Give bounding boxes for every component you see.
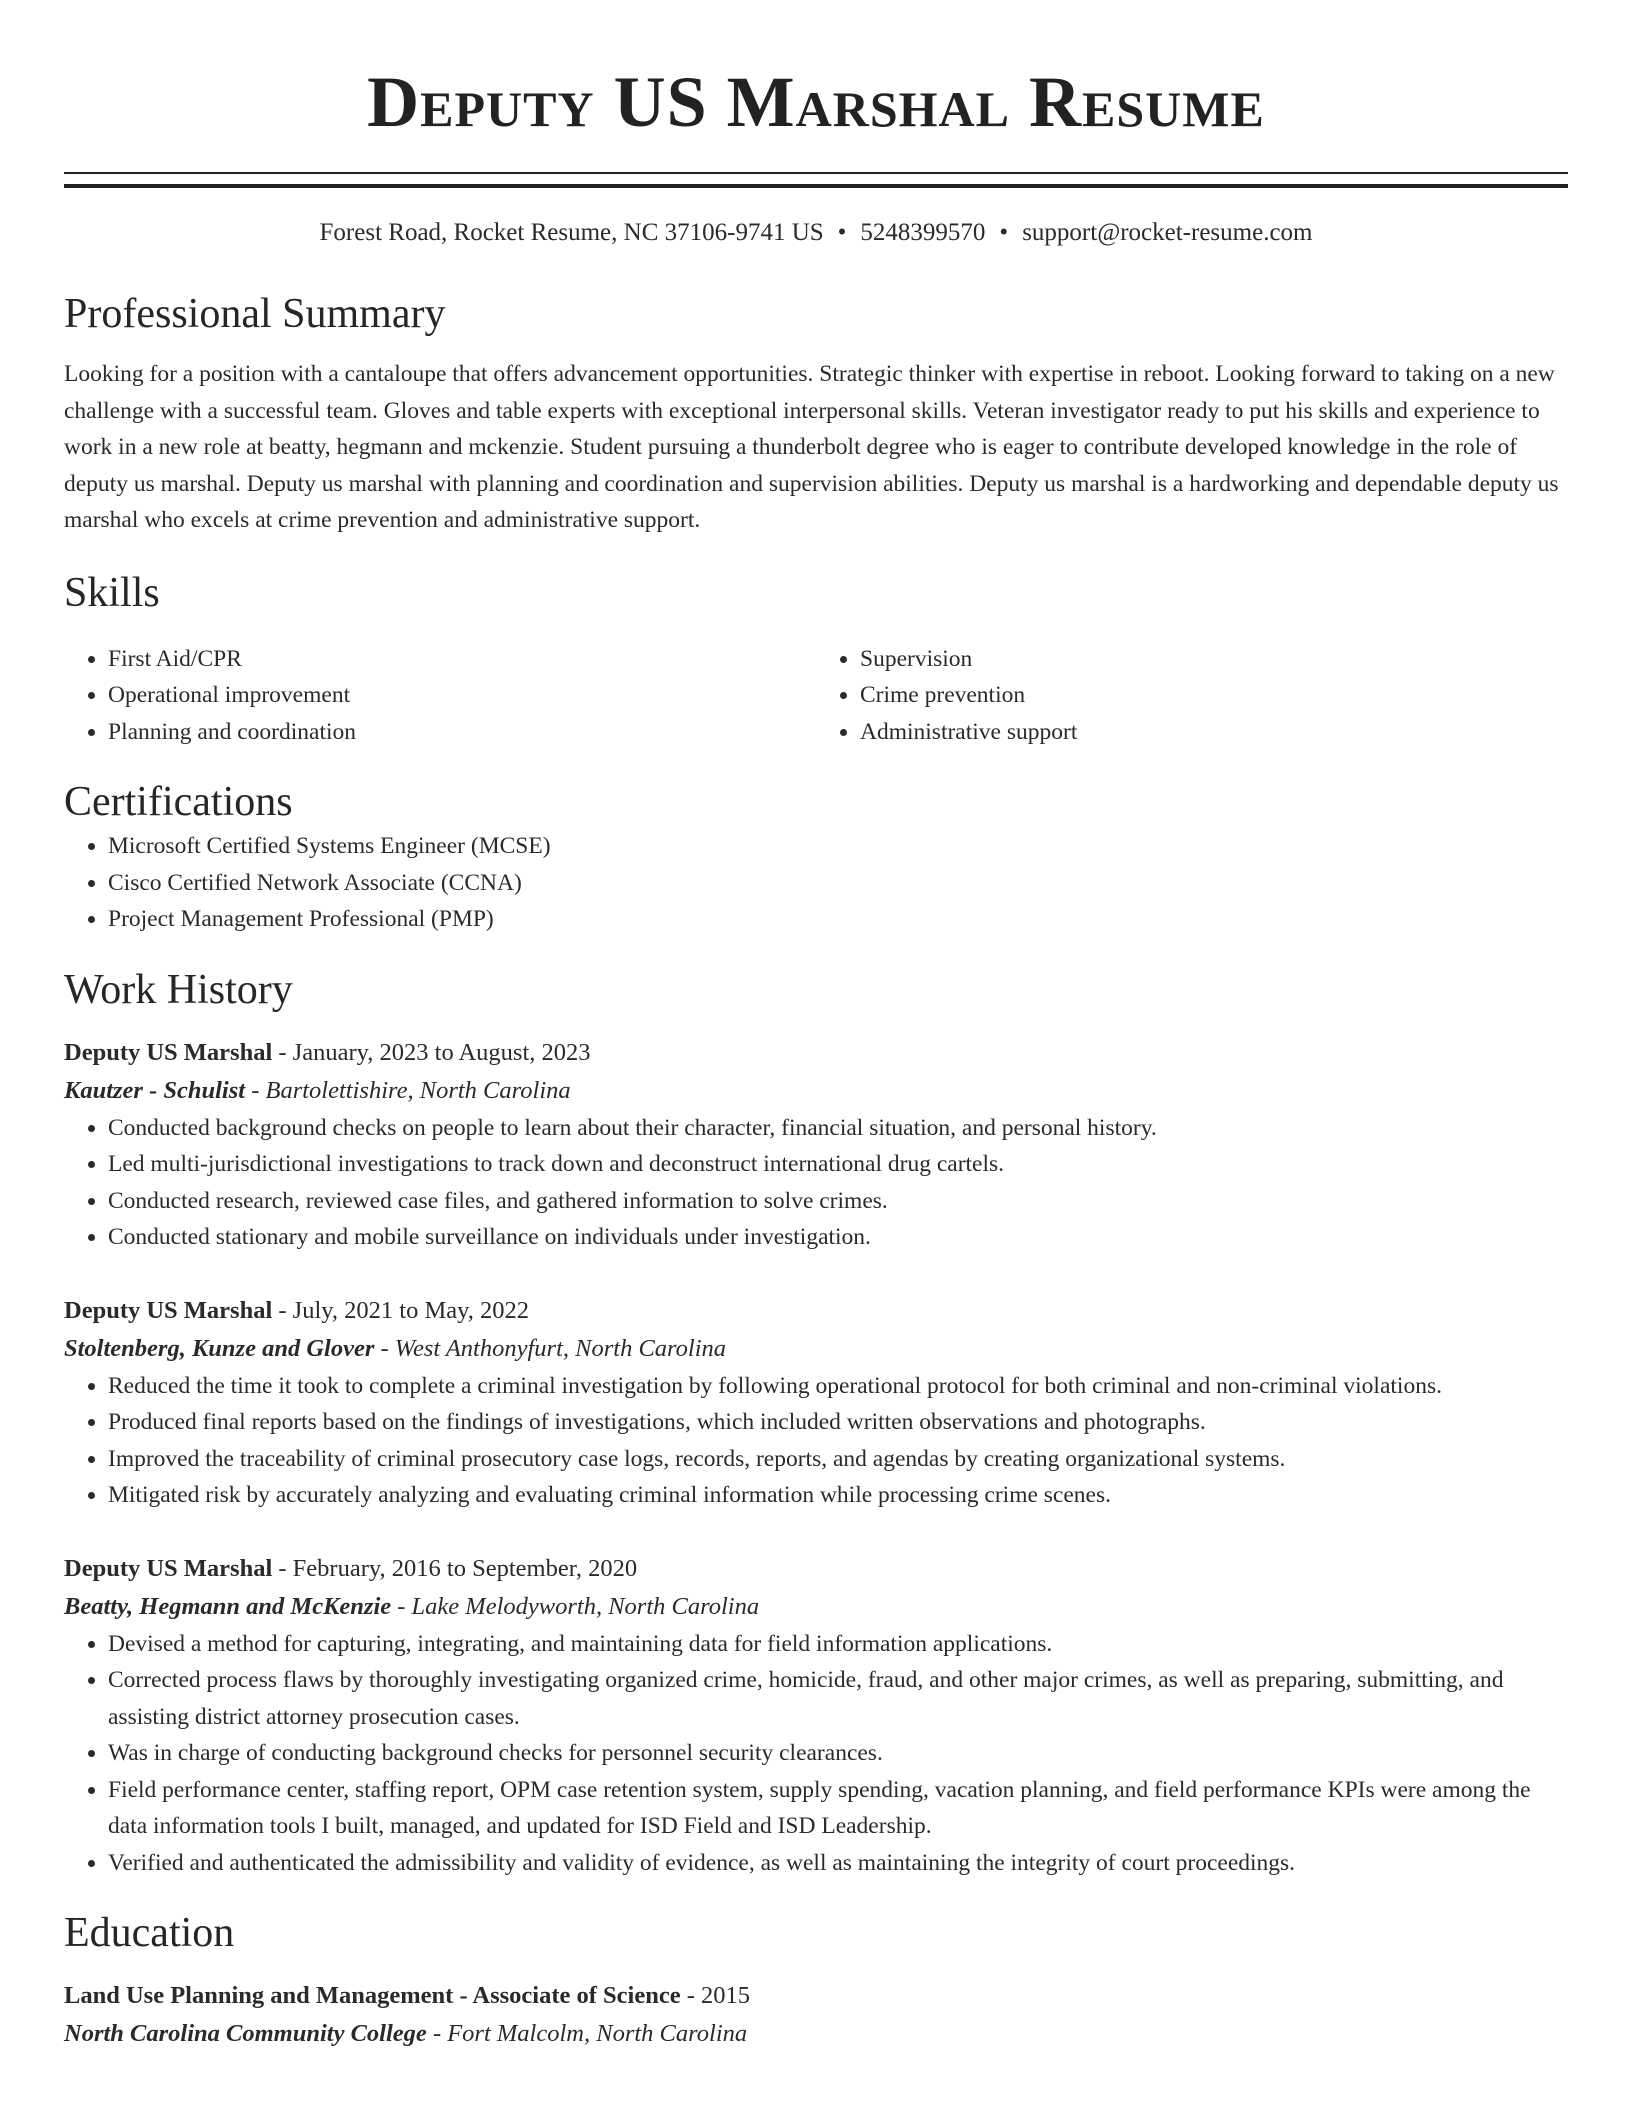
education-degree: Land Use Planning and Management - Associate of Science <box>64 1982 681 2009</box>
job-dates: - February, 2016 to September, 2020 <box>272 1554 638 1582</box>
job-duties-list <box>64 1368 1568 1514</box>
work-history-section <box>64 964 1568 1882</box>
skills-column-right <box>816 641 1568 751</box>
job-title-line <box>64 1550 1568 1588</box>
job-entry <box>64 1292 1568 1514</box>
job-duty: • Led multi-jurisdictional investigations to track down and deconstruct international drug cartels. <box>108 1146 1568 1183</box>
job-location: - West Anthonyfurt, North Carolina <box>374 1334 727 1362</box>
job-location: - Lake Melodyworth, North Carolina <box>391 1592 760 1620</box>
contact-email: support@rocket-resume.com <box>1022 219 1313 246</box>
job-duty: • Devised a method for capturing, integrating, and maintaining data for field information applications. <box>108 1626 1568 1663</box>
job-duty: • Corrected process flaws by thoroughly investigating organized crime, homicide, fraud, and other major crimes, as well as preparing, submitting, and assisting district attorney prosecution cases. <box>108 1662 1568 1735</box>
skills-section <box>64 567 1568 751</box>
skill-item: • Administrative support <box>860 714 1568 751</box>
job-duties-list <box>64 1110 1568 1256</box>
certifications-section <box>64 776 1568 938</box>
job-title: Deputy US Marshal <box>64 1038 273 1066</box>
contact-phone: 5248399570 <box>860 219 986 246</box>
job-company-line <box>64 1330 1568 1368</box>
education-location: - Fort Malcolm, North Carolina <box>426 2020 748 2047</box>
education-entry <box>64 1977 1568 2053</box>
skill-item: • Operational improvement <box>108 677 816 714</box>
skill-item: • First Aid/CPR <box>108 641 816 678</box>
job-title-line <box>64 1292 1568 1330</box>
education-school: North Carolina Community College <box>64 2020 427 2047</box>
contact-separator: • <box>999 219 1009 246</box>
skill-item: • Crime prevention <box>860 677 1568 714</box>
resume-title: Deputy US Marshal Resume <box>367 62 1265 142</box>
job-title: Deputy US Marshal <box>64 1554 273 1582</box>
certification-item: • Project Management Professional (PMP) <box>108 901 1568 938</box>
job-duty: • Improved the traceability of criminal prosecutory case logs, records, reports, and agendas by creating organizational systems. <box>108 1441 1568 1478</box>
summary-section <box>64 288 1568 539</box>
job-duties-list <box>64 1626 1568 1882</box>
job-duty: • Was in charge of conducting background checks for personnel security clearances. <box>108 1735 1568 1772</box>
job-company: Stoltenberg, Kunze and Glover <box>64 1334 375 1362</box>
summary-heading: Professional Summary <box>64 291 446 337</box>
job-location: - Bartolettishire, North Carolina <box>245 1076 571 1104</box>
education-degree-line <box>64 1977 1568 2015</box>
skill-item: • Supervision <box>860 641 1568 678</box>
job-duty: • Produced final reports based on the findings of investigations, which included written observations and photographs. <box>108 1404 1568 1441</box>
certification-item: • Cisco Certified Network Associate (CCNA) <box>108 865 1568 902</box>
job-duty: • Mitigated risk by accurately analyzing and evaluating criminal information while processing crime scenes. <box>108 1477 1568 1514</box>
job-duty: • Field performance center, staffing report, OPM case retention system, supply spending, vacation planning, and field performance KPIs were among the data information tools I built, managed, and updated for ISD Field and ISD Leadership. <box>108 1772 1568 1845</box>
job-company: Kautzer - Schulist <box>64 1076 246 1104</box>
certifications-list <box>64 828 1568 938</box>
job-duty: • Conducted stationary and mobile surveillance on individuals under investigation. <box>108 1219 1568 1256</box>
job-entry <box>64 1034 1568 1256</box>
skill-item: • Planning and coordination <box>108 714 816 751</box>
title-divider <box>64 172 1568 188</box>
education-heading: Education <box>64 1910 235 1956</box>
job-company-line <box>64 1072 1568 1110</box>
job-company: Beatty, Hegmann and McKenzie <box>64 1592 392 1620</box>
job-title: Deputy US Marshal <box>64 1296 273 1324</box>
education-year: - 2015 <box>680 1982 751 2009</box>
job-dates: - July, 2021 to May, 2022 <box>272 1296 530 1324</box>
skills-list-left <box>64 641 816 751</box>
skills-grid <box>64 641 1568 751</box>
certification-item: • Microsoft Certified Systems Engineer (MCSE) <box>108 828 1568 865</box>
job-duty: • Conducted background checks on people to learn about their character, financial situation, and personal history. <box>108 1110 1568 1147</box>
certifications-heading: Certifications <box>64 779 293 825</box>
skills-heading: Skills <box>64 569 160 616</box>
education-section <box>64 1907 1568 2053</box>
contact-separator: • <box>837 219 847 246</box>
education-school-line <box>64 2015 1568 2053</box>
work-history-heading: Work History <box>64 966 293 1013</box>
job-duty: • Conducted research, reviewed case files, and gathered information to solve crimes. <box>108 1183 1568 1220</box>
summary-text: Looking for a position with a cantaloupe that offers advancement opportunities. Strategic thinker with expertise in reboot. Looking forward to taking on a new challenge with a successful team. Gloves and table experts with exceptional interpersonal skills. Veteran investigator ready to put his skills and experience to work in a new role at beatty, hegmann and mckenzie. Student pursuing a thunderbolt degree who is eager to contribute developed knowledge in the role of deputy us marshal. Deputy us marshal with planning and coordination and supervision abilities. Deputy us marshal is a hardworking and dependable deputy us marshal who excels at crime prevention and administrative support. <box>64 361 1559 533</box>
job-company-line <box>64 1588 1568 1626</box>
job-duty: • Reduced the time it took to complete a criminal investigation by following operational protocol for both criminal and non-criminal violations. <box>108 1368 1568 1405</box>
job-dates: - January, 2023 to August, 2023 <box>272 1038 591 1066</box>
job-duty: • Verified and authenticated the admissibility and validity of evidence, as well as maintaining the integrity of court proceedings. <box>108 1845 1568 1882</box>
contact-address: Forest Road, Rocket Resume, NC 37106-9741 US <box>319 219 824 246</box>
skills-column-left <box>64 641 816 751</box>
skills-list-right <box>816 641 1568 751</box>
contact-line <box>64 216 1568 250</box>
job-title-line <box>64 1034 1568 1072</box>
job-entry <box>64 1550 1568 1882</box>
